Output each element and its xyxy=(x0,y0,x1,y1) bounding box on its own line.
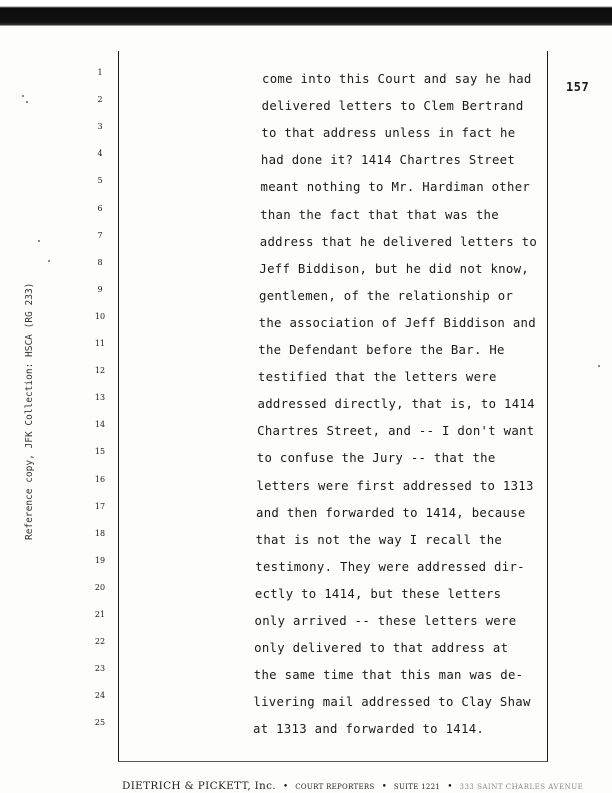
line-number: 22 xyxy=(94,637,106,647)
scan-speck xyxy=(38,240,40,242)
transcript-line: testified that the letters were xyxy=(257,370,497,385)
line-number: 2 xyxy=(97,95,103,105)
transcript-line: that is not the way I recall the xyxy=(255,532,503,547)
transcript-line: livering mail addressed to Clay Shaw xyxy=(253,695,531,710)
line-number: 8 xyxy=(97,257,103,267)
transcript-line: had done it? 1414 Chartres Street xyxy=(260,153,516,168)
line-number: 21 xyxy=(94,610,106,619)
line-number: 25 xyxy=(94,718,106,728)
scan-top-border xyxy=(0,0,612,26)
line-number: 5 xyxy=(97,176,103,186)
line-number: 1 xyxy=(97,68,103,77)
transcript-line: the association of Jeff Biddison and xyxy=(258,315,536,330)
line-number: 24 xyxy=(94,691,106,701)
scan-speck xyxy=(48,260,50,262)
transcript-line: gentlemen, of the relationship or xyxy=(259,288,514,303)
transcript-line: meant nothing to Mr. Hardiman other xyxy=(260,180,531,195)
scan-speck xyxy=(598,365,600,367)
line-number: 12 xyxy=(94,366,106,376)
line-number: 9 xyxy=(97,284,103,294)
line-number: 4 xyxy=(97,149,103,159)
transcript-line: delivered letters to Clem Bertrand xyxy=(261,99,524,114)
line-number: 17 xyxy=(94,501,106,511)
line-number: 11 xyxy=(94,339,106,348)
line-number: 13 xyxy=(94,393,106,403)
page-number: 157 xyxy=(566,80,590,94)
footer-role: COURT REPORTERS xyxy=(295,783,375,791)
line-number: 23 xyxy=(94,664,106,674)
line-number: 14 xyxy=(94,420,106,430)
transcript-line: and then forwarded to 1414, because xyxy=(256,505,526,520)
footer-suite: SUITE 1221 xyxy=(393,783,441,791)
transcript-line: ectly to 1414, but these letters xyxy=(254,586,502,601)
line-number: 16 xyxy=(94,474,106,484)
line-number: 7 xyxy=(97,230,103,240)
line-number: 10 xyxy=(94,311,106,321)
transcript-line: than the fact that that was the xyxy=(260,207,499,222)
archive-reference-stamp: Reference copy, JFK Collection: HSCA (RG 233) xyxy=(24,282,35,540)
transcript-line: to that address unless in fact he xyxy=(261,126,516,141)
line-number: 6 xyxy=(97,203,103,213)
transcript-line: only delivered to that address at xyxy=(254,641,509,656)
transcript-line: at 1313 and forwarded to 1414. xyxy=(253,722,485,737)
footer-separator: • xyxy=(381,782,387,792)
footer-address: 333 SAINT CHARLES AVENUE xyxy=(459,783,584,791)
scan-speck xyxy=(26,101,28,103)
transcript-line: addressed directly, that is, to 1414 xyxy=(257,397,535,412)
transcript-line: to confuse the Jury -- that the xyxy=(256,451,496,466)
transcript-line: address that he delivered letters to xyxy=(259,234,538,249)
transcript-line: the Defendant before the Bar. He xyxy=(258,343,505,357)
transcript-line: come into this Court and say he had xyxy=(262,72,532,86)
transcript-line: Chartres Street, and -- I don't want xyxy=(257,424,535,439)
line-number: 19 xyxy=(94,555,106,565)
footer-separator: • xyxy=(282,782,289,792)
transcript-line: only arrived -- these letters were xyxy=(254,614,517,628)
transcript-line: testimony. They were addressed dir- xyxy=(255,559,525,574)
footer-firm-name: DIETRICH & PICKETT, Inc. xyxy=(122,780,276,792)
footer-separator: • xyxy=(447,782,453,792)
transcript-line: the same time that this man was de- xyxy=(253,668,524,683)
footer xyxy=(122,774,583,793)
line-number: 3 xyxy=(97,122,103,132)
transcript-line: Jeff Biddison, but he did not know, xyxy=(259,261,529,276)
line-number: 15 xyxy=(94,447,106,457)
transcript-line: letters were first addressed to 1313 xyxy=(256,478,534,493)
scan-speck xyxy=(22,95,24,97)
line-number: 18 xyxy=(94,528,106,538)
line-number: 20 xyxy=(94,582,106,592)
